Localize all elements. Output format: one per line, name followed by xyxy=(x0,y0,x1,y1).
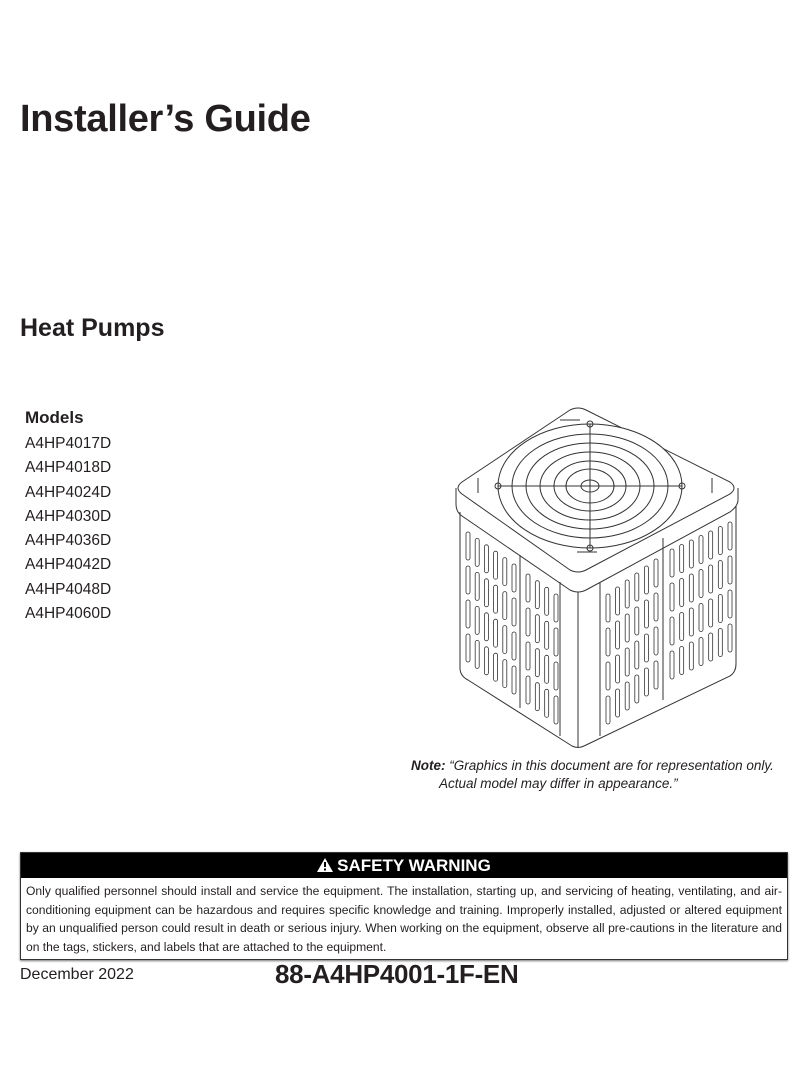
page-subtitle: Heat Pumps xyxy=(20,314,165,342)
louver-slot xyxy=(680,545,684,573)
model-item: A4HP4030D xyxy=(25,507,112,525)
model-item: A4HP4036D xyxy=(25,532,112,550)
louver-slot xyxy=(654,627,658,655)
louver-slot xyxy=(503,626,507,654)
louver-slot xyxy=(718,595,722,623)
louver-slot xyxy=(728,556,732,584)
louver-slot xyxy=(512,598,516,626)
louver-slot xyxy=(644,566,648,594)
model-item: A4HP4042D xyxy=(25,556,112,574)
louver-slot xyxy=(625,648,629,676)
louver-slot xyxy=(503,592,507,620)
louver-slot xyxy=(616,621,620,649)
louver-slot xyxy=(680,579,684,607)
louver-slot xyxy=(689,574,693,602)
louver-slot xyxy=(535,581,539,609)
note-line-2: Actual model may differ in appearance.” xyxy=(439,776,678,791)
louver-slot xyxy=(554,662,558,690)
louver-slot xyxy=(718,629,722,657)
louver-slot xyxy=(512,632,516,660)
page-title: Installer’s Guide xyxy=(20,98,311,140)
louver-slot xyxy=(554,628,558,656)
louver-slot xyxy=(616,655,620,683)
louver-slot xyxy=(728,590,732,618)
louver-slot xyxy=(503,660,507,688)
louver-slot xyxy=(494,585,498,613)
louver-slot xyxy=(616,587,620,615)
louver-slot xyxy=(484,613,488,641)
louver-slot xyxy=(484,545,488,573)
louver-slot xyxy=(709,531,713,559)
louver-slot xyxy=(654,559,658,587)
louver-slot xyxy=(554,594,558,622)
louver-slot xyxy=(484,647,488,675)
louver-slot xyxy=(512,666,516,694)
louver-slot xyxy=(670,549,674,577)
louver-slot xyxy=(644,600,648,628)
louver-slot xyxy=(606,696,610,724)
louver-slot xyxy=(466,600,470,628)
louver-slot xyxy=(526,642,530,670)
louver-slot xyxy=(728,522,732,550)
model-item: A4HP4018D xyxy=(25,459,112,477)
louver-slot xyxy=(475,538,479,566)
safety-warning-heading: SAFETY WARNING xyxy=(337,856,491,875)
louver-slot xyxy=(635,573,639,601)
safety-warning-box xyxy=(20,852,788,960)
model-item: A4HP4024D xyxy=(25,483,112,501)
louver-slot xyxy=(545,689,549,717)
louver-slot xyxy=(554,696,558,724)
louver-slot xyxy=(535,615,539,643)
safety-warning-header xyxy=(21,853,787,878)
louver-slot xyxy=(512,564,516,592)
louver-slot xyxy=(606,594,610,622)
louver-slot xyxy=(475,606,479,634)
document-number: 88-A4HP4001-1F-EN xyxy=(275,959,519,989)
louver-slot xyxy=(475,572,479,600)
louver-slot xyxy=(625,614,629,642)
louver-slot xyxy=(680,647,684,675)
louver-slot xyxy=(654,593,658,621)
louver-slot xyxy=(635,607,639,635)
louver-slot xyxy=(699,638,703,666)
louver-slot xyxy=(670,651,674,679)
louver-slot xyxy=(545,655,549,683)
louver-slot xyxy=(699,570,703,598)
louver-slot xyxy=(616,689,620,717)
models-heading: Models xyxy=(25,408,84,427)
louver-slot xyxy=(670,583,674,611)
louver-slot xyxy=(680,613,684,641)
representation-note xyxy=(411,757,774,793)
louver-slot xyxy=(545,587,549,615)
louver-slot xyxy=(494,551,498,579)
publication-date: December 2022 xyxy=(20,966,134,983)
louver-slot xyxy=(718,527,722,555)
louver-slot xyxy=(689,608,693,636)
louver-slot xyxy=(535,683,539,711)
louver-slot xyxy=(606,662,610,690)
note-line-1: “Graphics in this document are for representation only. xyxy=(445,758,774,773)
louver-slot xyxy=(526,676,530,704)
louver-slot xyxy=(625,682,629,710)
model-item: A4HP4048D xyxy=(25,580,112,598)
warning-triangle-icon xyxy=(317,858,333,872)
louver-slot xyxy=(545,621,549,649)
louver-slot xyxy=(644,668,648,696)
louver-slot xyxy=(699,536,703,564)
louver-slot xyxy=(475,640,479,668)
louver-slot xyxy=(654,661,658,689)
louver-slot xyxy=(466,634,470,662)
model-item: A4HP4017D xyxy=(25,435,112,452)
louver-slot xyxy=(728,624,732,652)
model-item: A4HP4060D xyxy=(25,605,112,623)
safety-warning-body: Only qualified personnel should install and service the equipment. The installation, starting up, and servicing of heating, ventilating, and air-conditioning equipment can be hazardous and requires specific knowledge and training. Improperly installed, adjusted or altered equipment by an unqualified person could result in death or serious injury. When working on the equipment, observe all pre-cautions in the literature and on the tags, stickers, and labels that are attached to the equipment. xyxy=(26,884,782,954)
louver-slot xyxy=(494,619,498,647)
louver-slot xyxy=(466,566,470,594)
louver-slot xyxy=(635,675,639,703)
louver-slot xyxy=(670,617,674,645)
louver-slot xyxy=(644,634,648,662)
louver-slot xyxy=(535,649,539,677)
louver-slot xyxy=(709,633,713,661)
louver-slot xyxy=(689,540,693,568)
louver-slot xyxy=(625,580,629,608)
louver-slot xyxy=(606,628,610,656)
louver-slot xyxy=(526,574,530,602)
louver-slot xyxy=(699,604,703,632)
louver-slot xyxy=(466,532,470,560)
louver-slot xyxy=(635,641,639,669)
models-list xyxy=(25,432,111,626)
note-label: Note: xyxy=(411,758,446,773)
heat-pump-illustration xyxy=(440,400,800,750)
louver-slot xyxy=(709,565,713,593)
louver-slot xyxy=(689,642,693,670)
louver-slot xyxy=(484,579,488,607)
louver-slot xyxy=(494,653,498,681)
louver-slot xyxy=(709,599,713,627)
louver-slot xyxy=(718,561,722,589)
louver-slot xyxy=(503,558,507,586)
louver-slot xyxy=(526,608,530,636)
